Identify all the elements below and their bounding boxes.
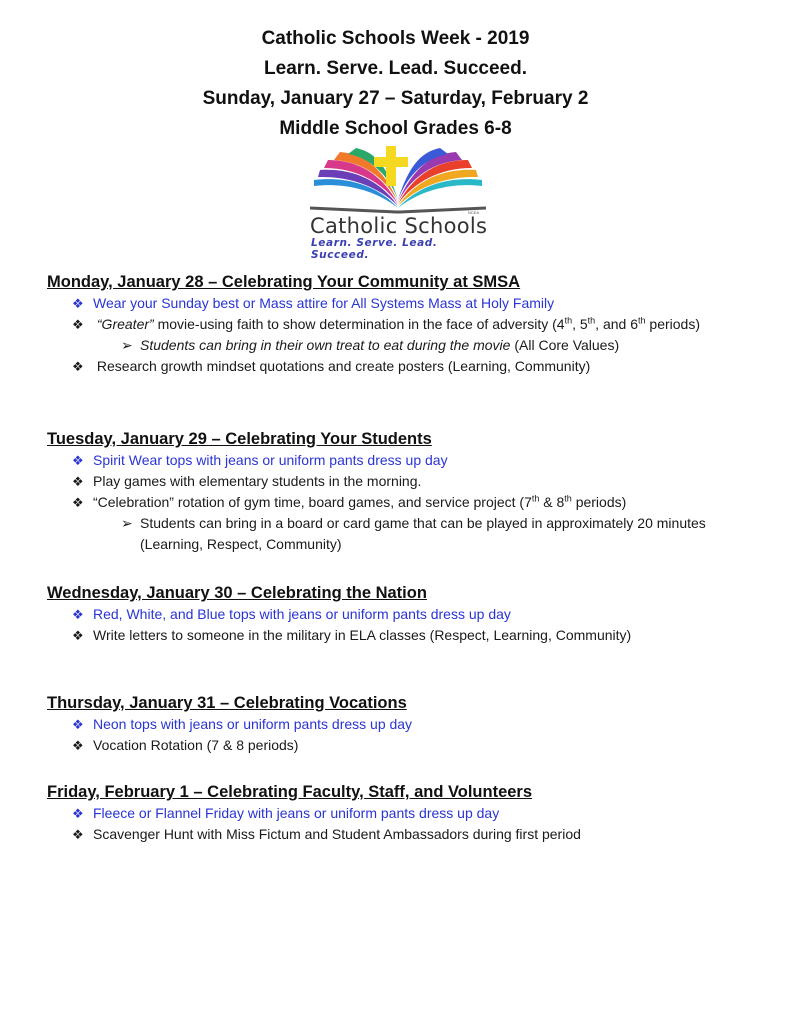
friday-heading: Friday, February 1 – Celebrating Faculty, Staff, and Volunteers (47, 783, 533, 801)
tuesday-list (47, 450, 747, 555)
thursday-list (47, 714, 747, 756)
tuesday-heading: Tuesday, January 29 – Celebrating Your Students (47, 430, 432, 448)
diamond-bullet-icon: ❖ (72, 827, 84, 842)
catholic-schools-logo (308, 146, 488, 261)
header-grades: Middle School Grades 6-8 (279, 118, 512, 139)
list-item: ❖ Vocation Rotation (7 & 8 periods) (47, 735, 747, 756)
diamond-bullet-icon: ❖ (72, 317, 84, 332)
diamond-bullet-icon: ❖ (72, 806, 84, 821)
thursday-heading: Thursday, January 31 – Celebrating Vocations (47, 694, 407, 712)
diamond-bullet-icon: ❖ (72, 495, 84, 510)
diamond-bullet-icon: ❖ (72, 453, 84, 468)
list-subitem: ➢ Students can bring in their own treat to eat during the movie (All Core Values) (47, 335, 747, 356)
wednesday-heading: Wednesday, January 30 – Celebrating the Nation (47, 584, 427, 602)
diamond-bullet-icon: ❖ (72, 359, 84, 374)
wednesday-list (47, 604, 747, 646)
diamond-bullet-icon: ❖ (72, 717, 84, 732)
diamond-bullet-icon: ❖ (72, 474, 84, 489)
diamond-bullet-icon: ❖ (72, 738, 84, 753)
monday-list (47, 293, 747, 377)
monday-heading: Monday, January 28 – Celebrating Your Community at SMSA (47, 273, 521, 291)
arrow-bullet-icon: ➢ (121, 337, 133, 353)
header-motto: Learn. Serve. Lead. Succeed. (264, 58, 527, 79)
arrow-bullet-icon: ➢ (121, 515, 133, 531)
header-title: Catholic Schools Week - 2019 (261, 28, 530, 49)
diamond-bullet-icon: ❖ (72, 296, 84, 311)
list-subitem: ➢ Students can bring in a board or card game that can be played in approximately 20 minutes (Learning, Respect, Community) (121, 515, 706, 552)
header-dates: Sunday, January 27 – Saturday, February 2 (202, 88, 589, 109)
list-item: ❖ “Greater” movie-using faith to show determination in the face of adversity (4th, 5th, and 6th periods) (47, 314, 747, 335)
wednesday-section (47, 582, 747, 646)
logo-tagline: Learn. Serve. Lead. Succeed. (311, 237, 438, 261)
friday-section (47, 781, 747, 845)
list-item: ❖ Red, White, and Blue tops with jeans or uniform pants dress up day (47, 604, 747, 625)
list-item: ❖ “Celebration” rotation of gym time, board games, and service project (7th & 8th periods) (47, 492, 747, 513)
list-item: ❖ Wear your Sunday best or Mass attire for All Systems Mass at Holy Family (47, 293, 747, 314)
friday-list (47, 803, 747, 845)
list-item: ❖ Neon tops with jeans or uniform pants dress up day (47, 714, 747, 735)
list-item: ❖ Play games with elementary students in the morning. (47, 471, 747, 492)
monday-section (47, 271, 747, 377)
list-item: ❖ Research growth mindset quotations and create posters (Learning, Community) (47, 356, 747, 377)
list-item: ❖ Scavenger Hunt with Miss Fictum and Student Ambassadors during first period (47, 824, 747, 845)
logo-wordmark: Catholic Schools (310, 214, 488, 238)
tuesday-section (47, 428, 747, 555)
list-item: ❖ Fleece or Flannel Friday with jeans or uniform pants dress up day (47, 803, 747, 824)
logo-small-mark: NCEA (468, 210, 480, 215)
thursday-section (47, 692, 747, 756)
diamond-bullet-icon: ❖ (72, 607, 84, 622)
diamond-bullet-icon: ❖ (72, 628, 84, 643)
list-item: ❖ Write letters to someone in the military in ELA classes (Respect, Learning, Community) (47, 625, 747, 646)
list-item: ❖ Spirit Wear tops with jeans or uniform pants dress up day (47, 450, 747, 471)
cross-icon (374, 146, 408, 186)
document-header (0, 24, 791, 144)
